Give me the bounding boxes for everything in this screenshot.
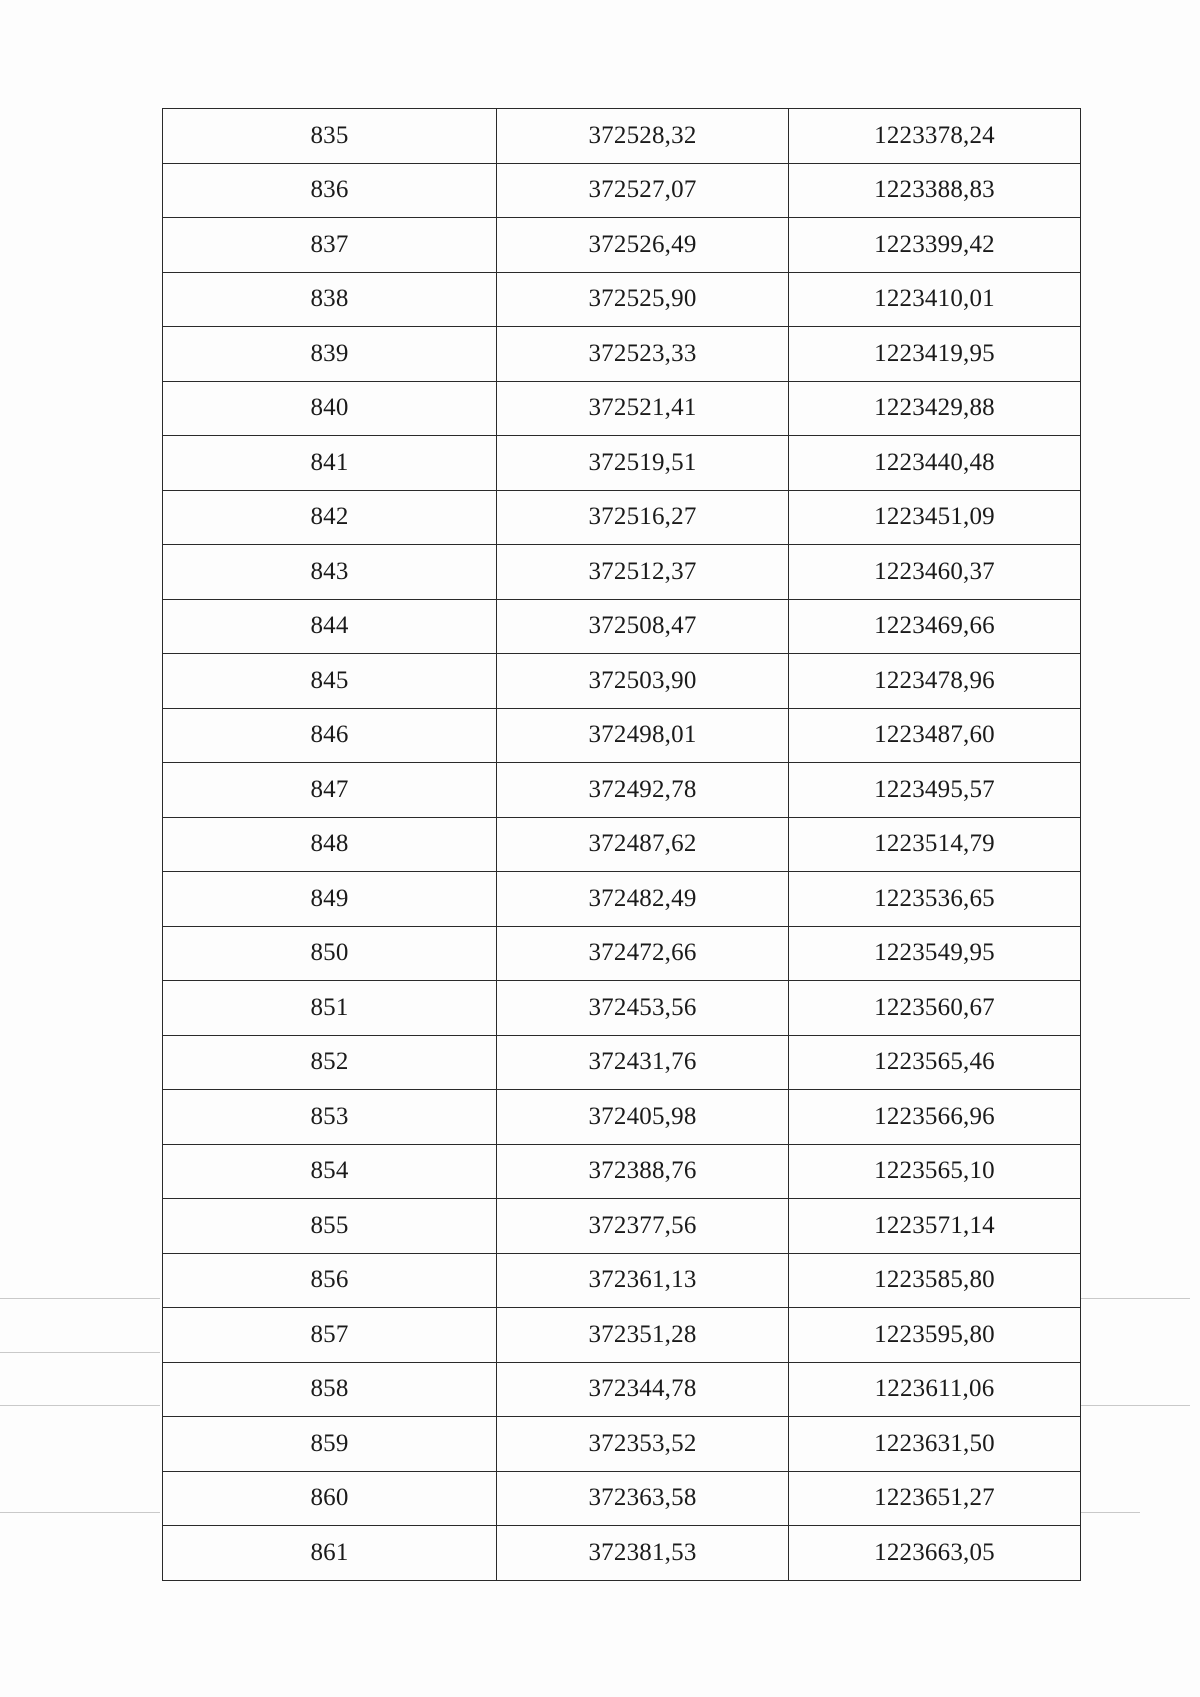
table-row [163, 381, 1081, 436]
x-coordinate-cell: 372363,58 [497, 1471, 789, 1526]
point-number-cell: 853 [163, 1090, 497, 1145]
y-coordinate-cell: 1223565,46 [789, 1035, 1081, 1090]
scan-artifact-line [0, 1352, 160, 1353]
y-coordinate-cell: 1223514,79 [789, 817, 1081, 872]
y-coordinate-cell: 1223440,48 [789, 436, 1081, 491]
point-number-cell: 840 [163, 381, 497, 436]
y-coordinate-cell: 1223571,14 [789, 1199, 1081, 1254]
point-number-cell: 847 [163, 763, 497, 818]
y-coordinate-cell: 1223410,01 [789, 272, 1081, 327]
point-number-cell: 858 [163, 1362, 497, 1417]
x-coordinate-cell: 372431,76 [497, 1035, 789, 1090]
y-coordinate-cell: 1223631,50 [789, 1417, 1081, 1472]
x-coordinate-cell: 372527,07 [497, 163, 789, 218]
point-number-cell: 850 [163, 926, 497, 981]
y-coordinate-cell: 1223651,27 [789, 1471, 1081, 1526]
table-row [163, 109, 1081, 164]
table-row [163, 1417, 1081, 1472]
table-row [163, 599, 1081, 654]
x-coordinate-cell: 372353,52 [497, 1417, 789, 1472]
table-row [163, 490, 1081, 545]
table-row [163, 708, 1081, 763]
y-coordinate-cell: 1223487,60 [789, 708, 1081, 763]
table-row [163, 1253, 1081, 1308]
x-coordinate-cell: 372523,33 [497, 327, 789, 382]
x-coordinate-cell: 372516,27 [497, 490, 789, 545]
table-row [163, 1526, 1081, 1581]
scan-artifact-line [1080, 1405, 1190, 1406]
y-coordinate-cell: 1223611,06 [789, 1362, 1081, 1417]
x-coordinate-cell: 372482,49 [497, 872, 789, 927]
coordinates-table [162, 108, 1081, 1581]
y-coordinate-cell: 1223378,24 [789, 109, 1081, 164]
point-number-cell: 852 [163, 1035, 497, 1090]
point-number-cell: 846 [163, 708, 497, 763]
scan-artifact-line [1080, 1512, 1140, 1513]
point-number-cell: 860 [163, 1471, 497, 1526]
table-row [163, 1308, 1081, 1363]
y-coordinate-cell: 1223595,80 [789, 1308, 1081, 1363]
table-row [163, 1362, 1081, 1417]
point-number-cell: 845 [163, 654, 497, 709]
y-coordinate-cell: 1223460,37 [789, 545, 1081, 600]
point-number-cell: 848 [163, 817, 497, 872]
x-coordinate-cell: 372492,78 [497, 763, 789, 818]
point-number-cell: 859 [163, 1417, 497, 1472]
y-coordinate-cell: 1223419,95 [789, 327, 1081, 382]
x-coordinate-cell: 372377,56 [497, 1199, 789, 1254]
y-coordinate-cell: 1223388,83 [789, 163, 1081, 218]
point-number-cell: 836 [163, 163, 497, 218]
x-coordinate-cell: 372351,28 [497, 1308, 789, 1363]
y-coordinate-cell: 1223663,05 [789, 1526, 1081, 1581]
point-number-cell: 857 [163, 1308, 497, 1363]
y-coordinate-cell: 1223451,09 [789, 490, 1081, 545]
scan-artifact-line [0, 1405, 160, 1406]
y-coordinate-cell: 1223566,96 [789, 1090, 1081, 1145]
x-coordinate-cell: 372521,41 [497, 381, 789, 436]
x-coordinate-cell: 372487,62 [497, 817, 789, 872]
x-coordinate-cell: 372405,98 [497, 1090, 789, 1145]
x-coordinate-cell: 372472,66 [497, 926, 789, 981]
y-coordinate-cell: 1223549,95 [789, 926, 1081, 981]
x-coordinate-cell: 372528,32 [497, 109, 789, 164]
y-coordinate-cell: 1223469,66 [789, 599, 1081, 654]
point-number-cell: 838 [163, 272, 497, 327]
x-coordinate-cell: 372508,47 [497, 599, 789, 654]
scan-artifact-line [0, 1298, 160, 1299]
table-row [163, 545, 1081, 600]
table-row [163, 926, 1081, 981]
point-number-cell: 844 [163, 599, 497, 654]
point-number-cell: 849 [163, 872, 497, 927]
point-number-cell: 856 [163, 1253, 497, 1308]
table-row [163, 436, 1081, 491]
point-number-cell: 839 [163, 327, 497, 382]
point-number-cell: 841 [163, 436, 497, 491]
table-row [163, 327, 1081, 382]
x-coordinate-cell: 372526,49 [497, 218, 789, 273]
coordinates-table-body [163, 109, 1081, 1581]
table-row [163, 654, 1081, 709]
table-row [163, 1144, 1081, 1199]
y-coordinate-cell: 1223565,10 [789, 1144, 1081, 1199]
x-coordinate-cell: 372381,53 [497, 1526, 789, 1581]
point-number-cell: 854 [163, 1144, 497, 1199]
table-row [163, 1035, 1081, 1090]
table-row [163, 981, 1081, 1036]
scan-artifact-line [0, 1512, 160, 1513]
y-coordinate-cell: 1223585,80 [789, 1253, 1081, 1308]
point-number-cell: 842 [163, 490, 497, 545]
point-number-cell: 855 [163, 1199, 497, 1254]
y-coordinate-cell: 1223495,57 [789, 763, 1081, 818]
point-number-cell: 835 [163, 109, 497, 164]
x-coordinate-cell: 372512,37 [497, 545, 789, 600]
y-coordinate-cell: 1223478,96 [789, 654, 1081, 709]
x-coordinate-cell: 372525,90 [497, 272, 789, 327]
y-coordinate-cell: 1223399,42 [789, 218, 1081, 273]
x-coordinate-cell: 372388,76 [497, 1144, 789, 1199]
table-row [163, 817, 1081, 872]
table-row [163, 218, 1081, 273]
table-row [163, 272, 1081, 327]
table-row [163, 1199, 1081, 1254]
table-row [163, 163, 1081, 218]
table-row [163, 1090, 1081, 1145]
x-coordinate-cell: 372361,13 [497, 1253, 789, 1308]
x-coordinate-cell: 372498,01 [497, 708, 789, 763]
point-number-cell: 843 [163, 545, 497, 600]
y-coordinate-cell: 1223536,65 [789, 872, 1081, 927]
table-row [163, 1471, 1081, 1526]
point-number-cell: 837 [163, 218, 497, 273]
y-coordinate-cell: 1223560,67 [789, 981, 1081, 1036]
point-number-cell: 861 [163, 1526, 497, 1581]
x-coordinate-cell: 372503,90 [497, 654, 789, 709]
x-coordinate-cell: 372519,51 [497, 436, 789, 491]
point-number-cell: 851 [163, 981, 497, 1036]
table-row [163, 872, 1081, 927]
scan-artifact-line [1080, 1298, 1190, 1299]
y-coordinate-cell: 1223429,88 [789, 381, 1081, 436]
x-coordinate-cell: 372344,78 [497, 1362, 789, 1417]
table-row [163, 763, 1081, 818]
x-coordinate-cell: 372453,56 [497, 981, 789, 1036]
